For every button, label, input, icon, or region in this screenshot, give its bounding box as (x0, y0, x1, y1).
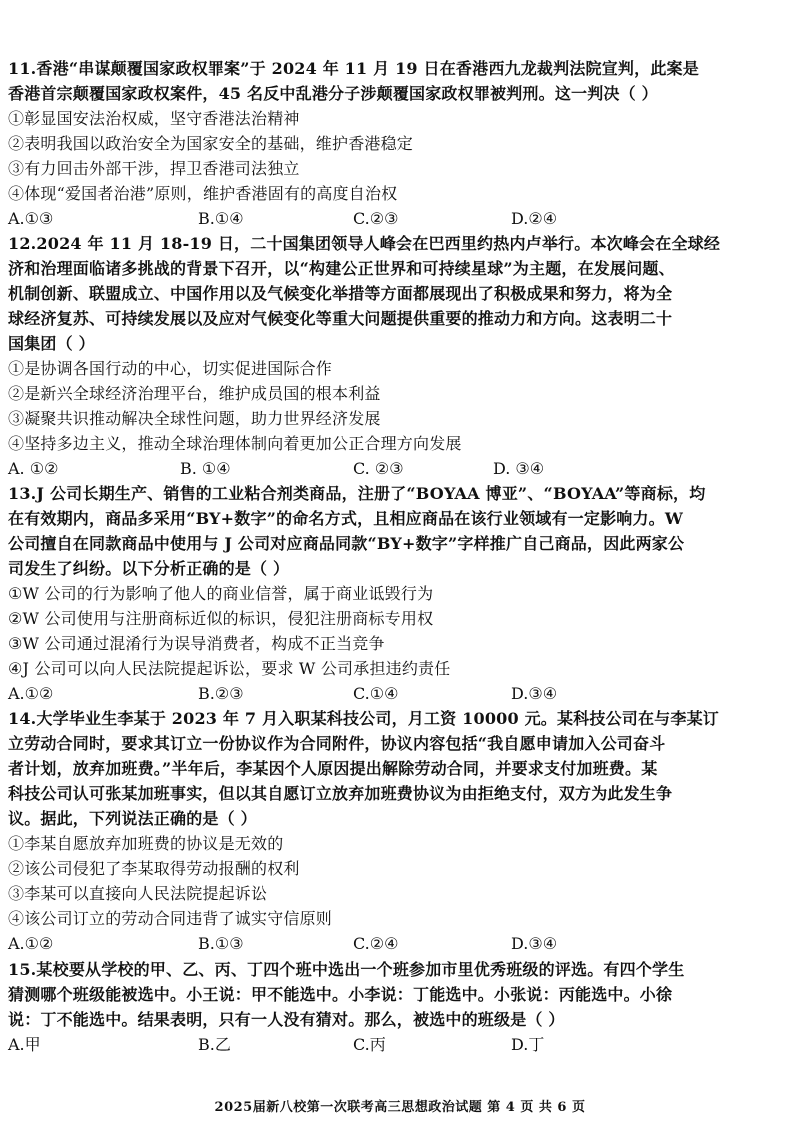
statement-item: ②表明我国以政治安全为国家安全的基础，维护香港稳定 (8, 134, 414, 153)
question-stem-line: 13.J 公司长期生产、销售的工业粘合剂类商品，注册了“BOYAA 博亚”、“BOYAA”等商标，均 (8, 484, 706, 503)
answer-options (8, 681, 778, 706)
question-stem-line: 司发生了纠纷。以下分析正确的是（ ） (8, 559, 290, 578)
question-13 (8, 481, 778, 706)
question-stem-line: 说：丁不能选中。结果表明，只有一人没有猜对。那么，被选中的班级是（ ） (8, 1010, 565, 1029)
statement-item: ①李某自愿放弃加班费的协议是无效的 (8, 834, 284, 853)
statement-item: ④坚持多边主义，推动全球治理体制向着更加公正合理方向发展 (8, 434, 462, 453)
answer-options (8, 931, 778, 956)
option-c: C.①④ (353, 684, 399, 703)
option-c: C.②③ (353, 209, 399, 228)
answer-options (8, 1032, 778, 1057)
statement-item: ①彰显国安法治权威，坚守香港法治精神 (8, 109, 300, 128)
statement-item: ②W 公司使用与注册商标近似的标识，侵犯注册商标专用权 (8, 609, 434, 628)
option-b: B.①③ (198, 934, 244, 953)
answer-options (8, 456, 778, 481)
option-c: C. ②③ (353, 459, 404, 478)
question-stem-line: 机制创新、联盟成立、中国作用以及气候变化举措等方面都展现出了积极成果和努力，将为全 (8, 284, 673, 303)
statement-item: ②该公司侵犯了李某取得劳动报酬的权利 (8, 859, 300, 878)
statement-item: ④该公司订立的劳动合同违背了诚实守信原则 (8, 909, 333, 928)
answer-options (8, 206, 778, 231)
question-stem-line: 15.某校要从学校的甲、乙、丙、丁四个班中选出一个班参加市里优秀班级的评选。有四个学生 (8, 960, 685, 979)
option-b: B.②③ (198, 684, 244, 703)
page-footer: 2025届新八校第一次联考高三思想政治试题 第 4 页 共 6 页 (214, 1100, 586, 1115)
option-c: C.②④ (353, 934, 399, 953)
question-stem-line: 12.2024 年 11 月 18-19 日，二十国集团领导人峰会在巴西里约热内卢举行。本次峰会在全球经 (8, 234, 721, 253)
question-stem-line: 者计划，放弃加班费。”半年后，李某因个人原因提出解除劳动合同，并要求支付加班费。某 (8, 759, 658, 778)
question-12 (8, 231, 778, 481)
option-d: D.丁 (511, 1035, 545, 1054)
option-a: A.①③ (8, 209, 54, 228)
option-c: C.丙 (353, 1035, 386, 1054)
statement-item: ①是协调各国行动的中心，切实促进国际合作 (8, 359, 333, 378)
statement-item: ①W 公司的行为影响了他人的商业信誉，属于商业诋毁行为 (8, 584, 434, 603)
question-stem-line: 公司擅自在同款商品中使用与 J 公司对应商品同款“BY+数字”字样推广自己商品，因此两家公 (8, 534, 685, 553)
option-a: A. ①② (8, 459, 59, 478)
question-stem-line: 国集团（ ） (8, 334, 95, 353)
question-11 (8, 56, 778, 231)
question-stem-line: 香港首宗颠覆国家政权案件，45 名反中乱港分子涉颠覆国家政权罪被判刑。这一判决（ ） (8, 84, 658, 103)
statement-item: ③W 公司通过混淆行为误导消费者，构成不正当竞争 (8, 634, 385, 653)
question-14 (8, 706, 778, 956)
option-b: B.乙 (198, 1035, 231, 1054)
statement-item: ③李某可以直接向人民法院提起诉讼 (8, 884, 268, 903)
question-15 (8, 957, 778, 1057)
question-stem-line: 14.大学毕业生李某于 2023 年 7 月入职某科技公司，月工资 10000 元。某科技公司在与李某订 (8, 709, 719, 728)
question-stem-line: 议。据此，下列说法正确的是（ ） (8, 809, 257, 828)
statement-item: ④J 公司可以向人民法院提起诉讼，要求 W 公司承担违约责任 (8, 659, 451, 678)
option-b: B. ①④ (180, 459, 231, 478)
statement-item: ③凝聚共识推动解决全球性问题，助力世界经济发展 (8, 409, 381, 428)
option-a: A.甲 (8, 1035, 41, 1054)
question-stem-line: 11.香港“串谋颠覆国家政权罪案”于 2024 年 11 月 19 日在香港西九龙裁判法院宣判，此案是 (8, 59, 699, 78)
statement-item: ③有力回击外部干涉，捍卫香港司法独立 (8, 159, 300, 178)
statement-item: ④体现“爱国者治港”原则，维护香港固有的高度自治权 (8, 184, 398, 203)
question-stem-line: 猜测哪个班级能被选中。小王说：甲不能选中。小李说：丁能选中。小张说：丙能选中。小徐 (8, 985, 673, 1004)
option-d: D.③④ (511, 684, 558, 703)
option-a: A.①② (8, 684, 54, 703)
question-stem-line: 济和治理面临诸多挑战的背景下召开，以“构建公正世界和可持续星球”为主题，在发展问题、 (8, 259, 675, 278)
question-stem-line: 球经济复苏、可持续发展以及应对气候变化等重大问题提供重要的推动力和方向。这表明二十 (8, 309, 673, 328)
option-d: D.③④ (511, 934, 558, 953)
question-stem-line: 科技公司认可张某加班事实，但以其自愿订立放弃加班费协议为由拒绝支付，双方为此发生争 (8, 784, 673, 803)
option-a: A.①② (8, 934, 54, 953)
option-b: B.①④ (198, 209, 244, 228)
question-stem-line: 立劳动合同时，要求其订立一份协议作为合同附件，协议内容包括“我自愿申请加入公司奋斗 (8, 734, 666, 753)
option-d: D. ③④ (493, 459, 545, 478)
question-stem-line: 在有效期内，商品多采用“BY+数字”的命名方式，且相应商品在该行业领域有一定影响力。W (8, 509, 684, 528)
option-d: D.②④ (511, 209, 558, 228)
statement-item: ②是新兴全球经济治理平台，维护成员国的根本利益 (8, 384, 381, 403)
